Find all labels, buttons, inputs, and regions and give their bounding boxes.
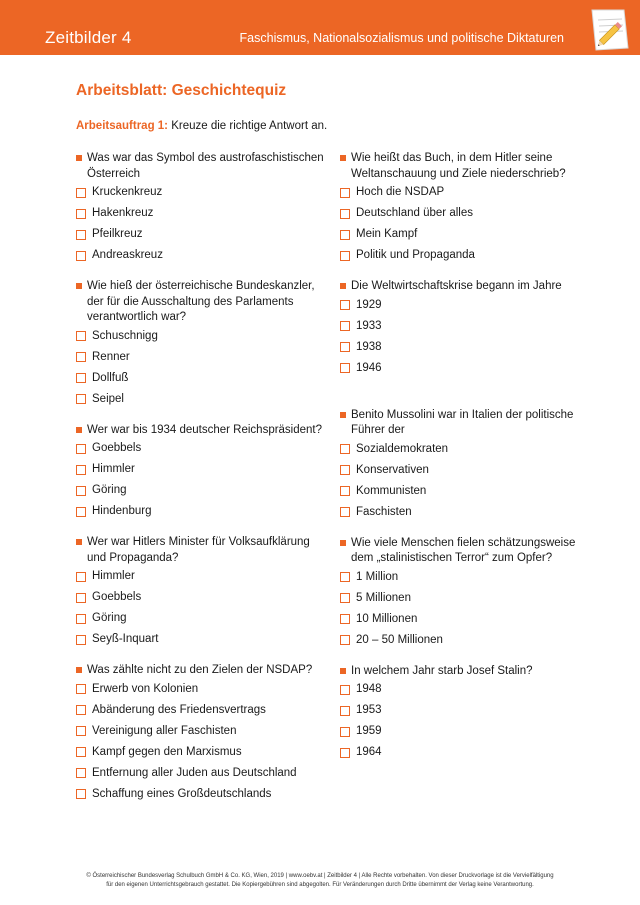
answer-label: Schaffung eines Großdeutschlands	[92, 787, 272, 800]
square-bullet-icon	[340, 283, 346, 289]
checkbox-icon[interactable]	[340, 188, 350, 198]
square-bullet-icon	[76, 539, 82, 545]
task-text: Kreuze die richtige Antwort an.	[168, 120, 328, 132]
question-label: Wer war bis 1934 deutscher Reichspräsident?	[87, 423, 323, 436]
question-text	[340, 536, 580, 567]
checkbox-icon[interactable]	[340, 342, 350, 352]
answer-option[interactable]	[340, 567, 580, 588]
square-bullet-icon	[340, 540, 346, 546]
checkbox-icon[interactable]	[340, 748, 350, 758]
square-bullet-icon	[76, 427, 82, 433]
header-bar	[0, 0, 640, 55]
answer-label: 5 Millionen	[356, 591, 411, 604]
answer-option[interactable]	[340, 245, 580, 266]
question-text	[340, 279, 580, 295]
answer-option[interactable]	[76, 438, 326, 459]
answer-option[interactable]	[340, 609, 580, 630]
answer-label: Dollfuß	[92, 371, 129, 384]
square-bullet-icon	[76, 283, 82, 289]
copyright-footer	[0, 872, 640, 890]
answer-option[interactable]	[76, 784, 326, 805]
answer-option[interactable]	[340, 460, 580, 481]
question-block	[76, 535, 326, 650]
checkbox-icon[interactable]	[76, 486, 86, 496]
answer-label: Politik und Propaganda	[356, 249, 475, 261]
left-question-column	[76, 151, 326, 805]
question-text	[340, 151, 580, 182]
answer-option[interactable]	[76, 480, 326, 501]
checkbox-icon[interactable]	[340, 572, 350, 582]
answer-label: Mein Kampf	[356, 228, 418, 240]
answer-option[interactable]	[76, 459, 326, 480]
square-bullet-icon	[340, 412, 346, 418]
answer-option[interactable]	[76, 700, 326, 721]
question-label: Die Weltwirtschaftskrise begann im Jahre	[351, 280, 562, 292]
answer-option[interactable]	[76, 501, 326, 522]
answer-label: 1948	[356, 683, 382, 695]
checkbox-icon[interactable]	[76, 614, 86, 624]
checkbox-icon[interactable]	[340, 507, 350, 517]
checkbox-icon[interactable]	[340, 444, 350, 454]
answer-option[interactable]	[340, 721, 580, 742]
answer-label: Deutschland über alles	[356, 207, 473, 219]
checkbox-icon[interactable]	[76, 331, 86, 341]
question-text	[76, 151, 326, 182]
answer-label: Abänderung des Friedensvertrags	[92, 703, 266, 716]
answer-label: Seyß-Inquart	[92, 633, 159, 645]
checkbox-icon[interactable]	[76, 394, 86, 404]
answer-label: Kampf gegen den Marxismus	[92, 745, 242, 758]
answer-label: Himmler	[92, 463, 135, 475]
question-text	[76, 535, 326, 566]
checkbox-icon[interactable]	[76, 444, 86, 454]
checkbox-icon[interactable]	[340, 635, 350, 645]
answer-option[interactable]	[340, 224, 580, 245]
checkbox-icon[interactable]	[76, 789, 86, 799]
checkbox-icon[interactable]	[76, 572, 86, 582]
checkbox-icon[interactable]	[340, 363, 350, 373]
question-text	[76, 279, 326, 326]
answer-label: Goebbels	[92, 591, 142, 603]
answer-option[interactable]	[76, 347, 326, 368]
question-block	[76, 423, 326, 523]
checkbox-icon[interactable]	[340, 230, 350, 240]
answer-label: Andreaskreuz	[92, 249, 163, 261]
answer-label: 1964	[356, 746, 382, 758]
question-label: Wie viele Menschen fielen schätzungsweise dem „stalinistischen Terror“ zum Opfer?	[351, 536, 576, 564]
answer-option[interactable]	[76, 224, 326, 245]
answer-option[interactable]	[340, 337, 580, 358]
answer-option[interactable]	[340, 295, 580, 316]
answer-label: 10 Millionen	[356, 612, 418, 625]
answer-label: 1933	[356, 319, 382, 332]
checkbox-icon[interactable]	[340, 209, 350, 219]
question-text	[76, 663, 326, 679]
answer-label: Pfeilkreuz	[92, 228, 143, 240]
answer-option[interactable]	[76, 679, 326, 700]
answer-option[interactable]	[340, 502, 580, 523]
answer-option[interactable]	[76, 721, 326, 742]
question-text	[340, 664, 580, 680]
answer-option[interactable]	[76, 763, 326, 784]
checkbox-icon[interactable]	[340, 486, 350, 496]
question-label: Wie hieß der österreichische Bundeskanzler, der für die Ausschaltung des Parlaments verantwortlich war?	[87, 280, 315, 323]
answer-option[interactable]	[340, 742, 580, 763]
answer-option[interactable]	[340, 588, 580, 609]
question-text	[76, 423, 326, 439]
answer-label: 20 – 50 Millionen	[356, 633, 443, 646]
question-label: Wer war Hitlers Minister für Volksaufklärung und Propaganda?	[87, 536, 310, 564]
answer-label: 1929	[356, 298, 382, 311]
checkbox-icon[interactable]	[340, 706, 350, 716]
answer-label: 1959	[356, 725, 382, 737]
square-bullet-icon	[340, 668, 346, 674]
answer-label: Vereinigung aller Faschisten	[92, 724, 237, 737]
question-label: Was war das Symbol des austrofaschistischen Österreich	[87, 152, 324, 180]
answer-option[interactable]	[76, 203, 326, 224]
subject-title: Faschismus, Nationalsozialismus und politische Diktaturen	[239, 31, 564, 45]
checkbox-icon[interactable]	[340, 727, 350, 737]
checkbox-icon[interactable]	[76, 251, 86, 261]
answer-label: Schuschnigg	[92, 329, 158, 342]
checkbox-icon[interactable]	[76, 768, 86, 778]
question-label: Benito Mussolini war in Italien der politische Führer der	[351, 408, 574, 436]
answer-option[interactable]	[76, 629, 326, 650]
answer-label: Kruckenkreuz	[92, 186, 163, 198]
answer-label: Göring	[92, 612, 127, 624]
answer-option[interactable]	[76, 608, 326, 629]
answer-option[interactable]	[340, 182, 580, 203]
question-block	[340, 408, 580, 523]
square-bullet-icon	[340, 155, 346, 161]
checkbox-icon[interactable]	[76, 209, 86, 219]
answer-option[interactable]	[340, 316, 580, 337]
checkbox-icon[interactable]	[340, 300, 350, 310]
answer-label: Himmler	[92, 570, 135, 582]
checkbox-icon[interactable]	[76, 593, 86, 603]
answer-label: Hoch die NSDAP	[356, 186, 445, 198]
brand-title: Zeitbilder 4	[45, 28, 132, 47]
question-block	[340, 664, 580, 764]
square-bullet-icon	[76, 155, 82, 161]
checkbox-icon[interactable]	[76, 507, 86, 517]
answer-option[interactable]	[76, 368, 326, 389]
answer-label: Göring	[92, 484, 127, 496]
checkbox-icon[interactable]	[76, 188, 86, 198]
answer-label: Seipel	[92, 392, 124, 405]
question-block	[340, 279, 580, 379]
answer-label: 1 Million	[356, 570, 399, 583]
checkbox-icon[interactable]	[76, 635, 86, 645]
answer-option[interactable]	[76, 566, 326, 587]
answer-option[interactable]	[76, 389, 326, 410]
answer-label: 1953	[356, 704, 382, 716]
question-label: Wie heißt das Buch, in dem Hitler seine Weltanschauung und Ziele niederschrieb?	[351, 152, 566, 180]
checkbox-icon[interactable]	[76, 684, 86, 694]
answer-option[interactable]	[76, 182, 326, 203]
checkbox-icon[interactable]	[76, 352, 86, 362]
checkbox-icon[interactable]	[76, 373, 86, 383]
answer-label: Konservativen	[356, 463, 429, 476]
checkbox-icon[interactable]	[340, 614, 350, 624]
checkbox-icon[interactable]	[76, 747, 86, 757]
answer-label: Sozialdemokraten	[356, 442, 449, 455]
answer-option[interactable]	[340, 439, 580, 460]
task-instruction	[76, 120, 327, 132]
answer-label: Goebbels	[92, 442, 142, 454]
question-block	[76, 279, 326, 410]
answer-option[interactable]	[76, 326, 326, 347]
question-block	[340, 151, 580, 266]
question-block	[76, 151, 326, 266]
checkbox-icon[interactable]	[76, 465, 86, 475]
checkbox-icon[interactable]	[340, 685, 350, 695]
checkbox-icon[interactable]	[76, 726, 86, 736]
answer-label: Faschisten	[356, 505, 412, 518]
question-label: Was zählte nicht zu den Zielen der NSDAP?	[87, 664, 313, 676]
answer-option[interactable]	[76, 587, 326, 608]
answer-label: Entfernung aller Juden aus Deutschland	[92, 766, 297, 779]
answer-label: Hindenburg	[92, 505, 152, 517]
answer-option[interactable]	[340, 679, 580, 700]
checkbox-icon[interactable]	[76, 230, 86, 240]
answer-option[interactable]	[76, 245, 326, 266]
question-label: In welchem Jahr starb Josef Stalin?	[351, 664, 533, 677]
checkbox-icon[interactable]	[76, 705, 86, 715]
question-text	[340, 408, 580, 439]
footer-line-1: © Österreichischer Bundesverlag Schulbuch GmbH & Co. KG, Wien, 2019 | www.oebv.at | Zeitbilder 4 | Alle Rechte vorbehalten. Von dieser Druckvorlage ist die Vervielfältigung	[86, 873, 554, 879]
answer-label: 1946	[356, 361, 382, 374]
square-bullet-icon	[76, 667, 82, 673]
answer-label: Hakenkreuz	[92, 207, 154, 219]
question-block	[76, 663, 326, 805]
answer-option[interactable]	[340, 700, 580, 721]
page-title: Arbeitsblatt: Geschichtequiz	[76, 82, 287, 99]
answer-option[interactable]	[340, 203, 580, 224]
answer-option[interactable]	[340, 481, 580, 502]
answer-label: Renner	[92, 350, 130, 363]
right-question-column	[340, 151, 580, 763]
answer-label: Kommunisten	[356, 484, 427, 497]
footer-line-2: für den eigenen Unterrichtsgebrauch gestattet. Die Kopiergebühren sind abgegolten. Für Veränderungen durch Dritte übernimmt der Verlag keine Verantwortung.	[106, 882, 534, 888]
answer-label: 1938	[356, 340, 382, 353]
task-label: Arbeitsauftrag 1:	[76, 120, 169, 132]
question-block	[340, 536, 580, 651]
answer-option[interactable]	[340, 358, 580, 379]
checkbox-icon[interactable]	[340, 321, 350, 331]
answer-option[interactable]	[76, 742, 326, 763]
notepad-pencil-icon	[584, 4, 634, 54]
answer-label: Erwerb von Kolonien	[92, 682, 199, 695]
checkbox-icon[interactable]	[340, 593, 350, 603]
checkbox-icon[interactable]	[340, 251, 350, 261]
checkbox-icon[interactable]	[340, 465, 350, 475]
answer-option[interactable]	[340, 630, 580, 651]
